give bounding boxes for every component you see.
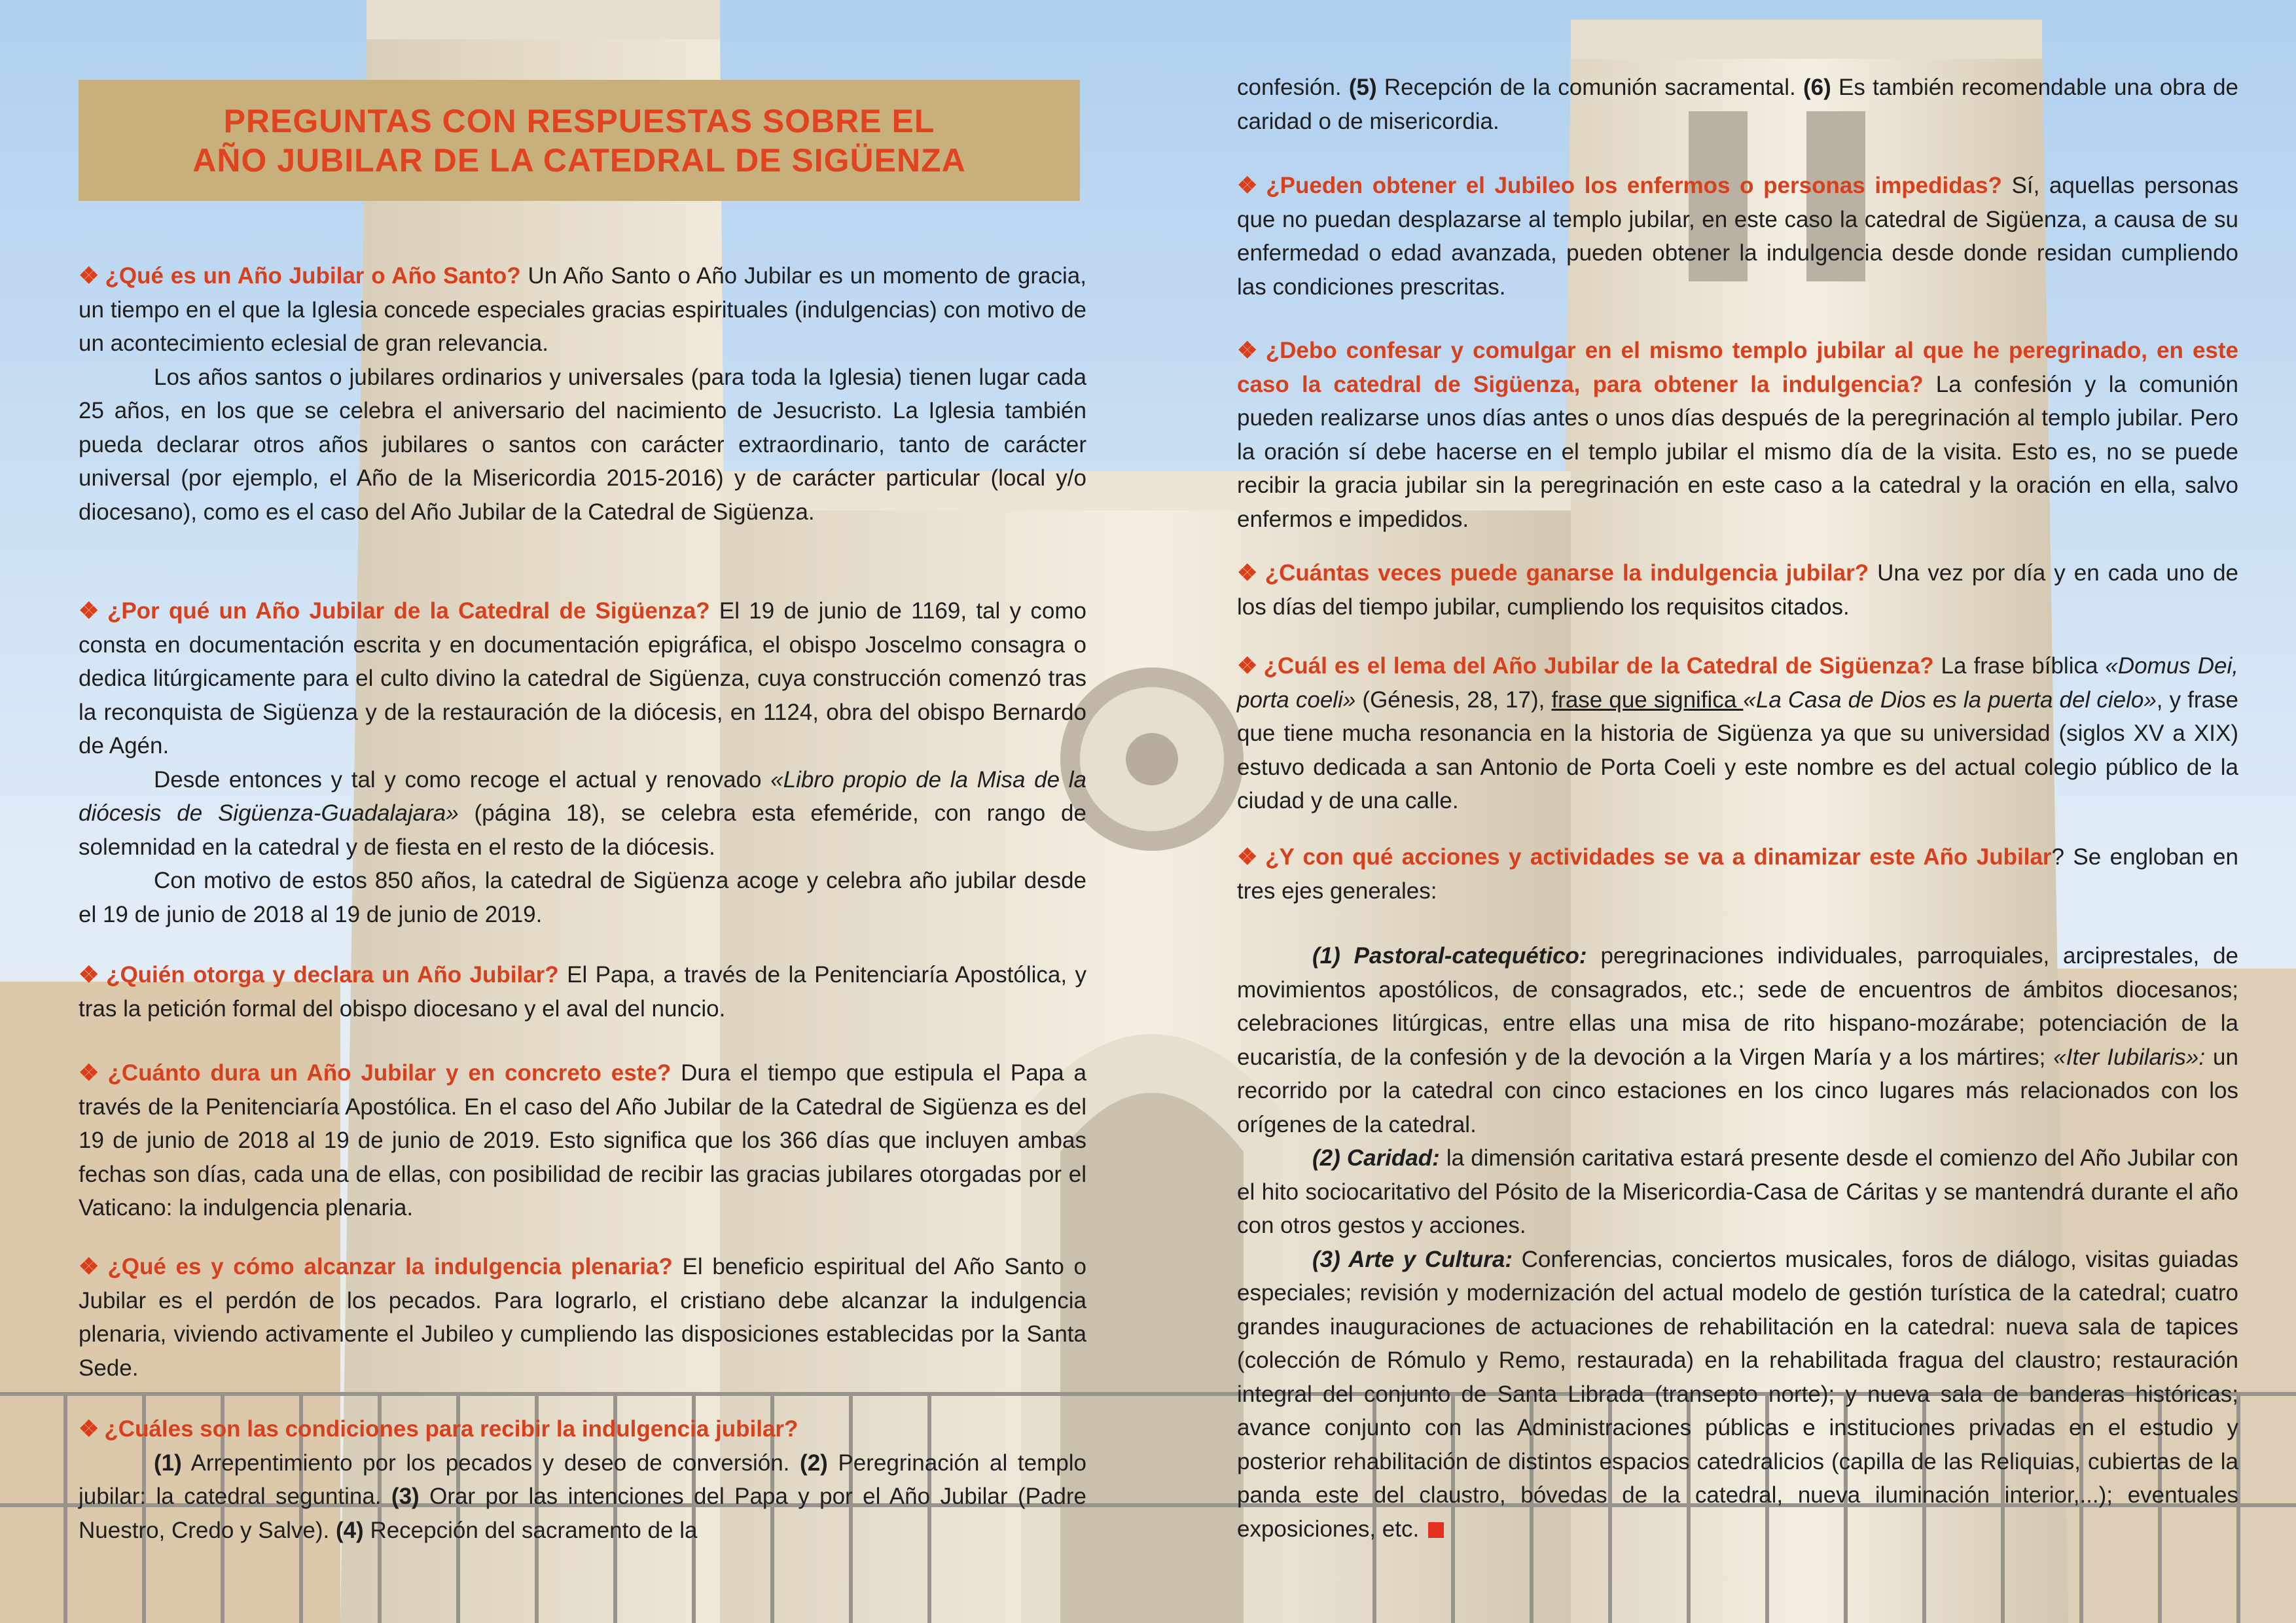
answer-text: El 19 de junio de 1169, tal y como consta en documentación escrita y en documentación epigráfica, el obispo Joscelmo consagra o dedica litúrgicamente para el culto divino la catedral de Sigüenza, cuya construcción comenzó tras la reconquista de Sigüenza y de la restauración de la diócesis, en 1124, obra del obispo Bernardo de Agén.: [79, 598, 1086, 758]
answer-text: Dura el tiempo que estipula el Papa a través de la Penitenciaría Apostólica. En el caso del Año Jubilar de la Catedral de Sigüenza es del 19 de junio de 2018 al 19 de junio de 2019. Esto significa que los 366 días que incluyen ambas fechas son días, cada una de ellas, con posibilidad de recibir las gracias jubilares otorgadas por el Vaticano: la indulgencia plenaria.: [79, 1060, 1086, 1221]
question-heading: ❖ ¿Qué es y cómo alcanzar la indulgencia plenaria?: [79, 1254, 673, 1279]
qa-sick-persons: [1237, 169, 2238, 304]
condition-text: Es también recomendable una obra de caridad o de misericordia.: [1237, 75, 2238, 134]
question-heading: ❖ ¿Cuáles son las condiciones para recibir la indulgencia jubilar?: [79, 1416, 798, 1442]
axis-text: peregrinaciones individuales, parroquiales, arciprestales, de movimientos apostólicos, de consagrados, etc.; sede de encuentros de ámbitos diocesanos; celebraciones litúrgicas, entre ellas una misa de rito hispano-mozárabe; potenciación de la eucaristía, de la confesión y de la devoción a la Virgen María y a los mártires;: [1237, 943, 2238, 1070]
axis-text: Conferencias, conciertos musicales, foros de diálogo, visitas guiadas especiales; revisión y modernización del actual modelo de gestión turística de la catedral; cuatro grandes inauguraciones de actuaciones de rehabilitación en la catedral: nueva sala de tapices (colección de Rómulo y Remo, restaurada) en la rehabilitada fragua del claustro; restauración integral del conjunto de Santa Librada (transepto norte); y nueva sala de banderas históricas; avance conjunto con las Administraciones públicas e instituciones privadas en el estudio y posterior rehabilitación de distintos espacios catedralicios (capilla de las Reliquias, cubiertas de la panda este del claustro, bóvedas de la catedral, nueva iluminación interior,...); eventuales exposiciones, etc.: [1237, 1246, 2238, 1542]
question-heading: ❖ ¿Quién otorga y declara un Año Jubilar?: [79, 962, 559, 988]
answer-text: (Génesis, 28, 17),: [1355, 687, 1552, 713]
condition-number: (3): [391, 1484, 420, 1509]
qa-confession-communion: [1237, 334, 2238, 536]
qa-activities: [1237, 840, 2238, 1546]
answer-text: Una vez por día y en cada uno de los días del tiempo jubilar, cumpliendo los requisitos citados.: [1237, 560, 2238, 620]
diamond-bullet-icon: ❖: [1237, 844, 1261, 870]
axis-text: un recorrido por la catedral con cinco estaciones en los cinco lugares más relacionados con los orígenes de la catedral.: [1237, 1044, 2238, 1137]
diamond-bullet-icon: ❖: [1237, 653, 1259, 679]
question-heading: ❖ ¿Qué es un Año Jubilar o Año Santo?: [79, 263, 521, 289]
diamond-bullet-icon: ❖: [79, 263, 100, 289]
axis-label-caridad: (2) Caridad:: [1312, 1145, 1440, 1171]
diamond-bullet-icon: ❖: [1237, 338, 1261, 363]
question-heading: ❖ ¿Cuánto dura un Año Jubilar y en concreto este?: [79, 1060, 672, 1086]
condition-text: Recepción del sacramento de la: [363, 1517, 698, 1543]
question-heading: ❖ ¿Cuántas veces puede ganarse la indulgencia jubilar?: [1237, 560, 1869, 586]
answer-text: ? Se engloban en tres ejes generales:: [1237, 844, 2238, 904]
end-square-icon: [1428, 1522, 1444, 1538]
diamond-bullet-icon: ❖: [79, 1416, 99, 1442]
qa-plenary-indulgence: [79, 1250, 1086, 1385]
answer-paragraph: Con motivo de estos 850 años, la catedral de Sigüenza acoge y celebra año jubilar desde el 19 de junio de 2018 al 19 de junio de 2019.: [79, 868, 1086, 927]
condition-text: Arrepentimiento por los pecados y deseo de conversión.: [181, 1450, 800, 1476]
conditions-continued: [1237, 71, 2238, 138]
title-line-1: PREGUNTAS CON RESPUESTAS SOBRE EL: [223, 102, 935, 139]
qa-what-is-jubilee: [79, 259, 1086, 529]
title-line-2: AÑO JUBILAR DE LA CATEDRAL DE SIGÜENZA: [192, 141, 966, 179]
axis-text: la dimensión caritativa estará presente desde el comienzo del Año Jubilar con el hito sociocaritativo del Pósito de la Misericordia-Casa de Cáritas y se mantendrá durante el año con otros gestos y acciones.: [1237, 1145, 2239, 1238]
answer-text: frase que significa: [1551, 687, 1744, 713]
question-heading: ❖ ¿Por qué un Año Jubilar de la Catedral de Sigüenza?: [79, 598, 710, 624]
qa-how-long: [79, 1056, 1086, 1225]
condition-number: (6): [1803, 75, 1831, 100]
diamond-bullet-icon: ❖: [79, 598, 102, 624]
answer-text: El beneficio espiritual del Año Santo o Jubilar es el perdón de los pecados. Para lograrlo, el cristiano debe alcanzar la indulgencia plenaria, viviendo activamente el Jubileo y cumpliendo las disposiciones establecidas por la Santa Sede.: [79, 1254, 1086, 1381]
answer-paragraph: Los años santos o jubilares ordinarios y universales (para toda la Iglesia) tienen lugar cada 25 años, en los que se celebra el aniversario del nacimiento de Jesucristo. La Iglesia también pueda declarar otros años jubilares o santos con carácter extraordinario, tanto de carácter universal (por ejemplo, el Año de la Misericordia 2015-2016) y de carácter particular (local y/o diocesano), como es el caso del Año Jubilar de la Catedral de Sigüenza.: [79, 364, 1086, 525]
qa-who-grants: [79, 958, 1086, 1026]
answer-text: El Papa, a través de la Penitenciaría Apostólica, y tras la petición formal del obispo diocesano y el aval del nuncio.: [79, 962, 1086, 1022]
condition-text: Orar por las intenciones del Papa y por el Año Jubilar (Padre Nuestro, Credo y Salve).: [79, 1484, 1086, 1543]
question-heading: ❖ ¿Y con qué acciones y actividades se va a dinamizar este Año Jubilar: [1237, 844, 2052, 870]
condition-number: (1): [154, 1450, 182, 1476]
question-heading: ❖ ¿Pueden obtener el Jubileo los enfermos o personas impedidas?: [1237, 173, 2002, 198]
condition-text: Recepción de la comunión sacramental.: [1376, 75, 1803, 100]
diamond-bullet-icon: ❖: [1237, 560, 1260, 586]
answer-text: La frase bíblica: [1933, 653, 2106, 679]
condition-number: (4): [335, 1517, 364, 1543]
qa-why-cathedral-jubilee: [79, 594, 1086, 931]
qa-how-many-times: [1237, 556, 2238, 624]
condition-text: confesión.: [1237, 75, 1349, 100]
motto-latin: «Domus Dei, porta coeli»: [1237, 653, 2238, 713]
diamond-bullet-icon: ❖: [79, 962, 101, 988]
answer-text: La confesión y la comunión pueden realizarse unos días antes o unos días después de la peregrinación al templo jubilar. Pero la oración sí debe hacerse en el templo jubilar el mismo día de la visita. Esto es, no se puede recibir la gracia jubilar sin la peregrinación en este caso a la catedral y la oración en ella, salvo enfermos e impedidos.: [1237, 371, 2238, 532]
motto-translation: «La Casa de Dios es la puerta del cielo»: [1743, 687, 2157, 713]
axis-label-arte-cultura: (3) Arte y Cultura:: [1312, 1246, 1513, 1272]
answer-text: Un Año Santo o Año Jubilar es un momento de gracia, un tiempo en el que la Iglesia concede especiales gracias espirituales (indulgencias) con motivo de un acontecimiento eclesial de gran relevancia.: [79, 263, 1086, 356]
diamond-bullet-icon: ❖: [79, 1060, 103, 1086]
qa-motto: [1237, 649, 2238, 818]
diamond-bullet-icon: ❖: [79, 1254, 103, 1279]
answer-text: (página 18), se celebra esta efeméride, con rango de solemnidad en la catedral y de fiesta en el resto de la diócesis.: [79, 800, 1086, 860]
iter-iubilaris: «Iter Iubilaris»:: [2053, 1044, 2206, 1070]
title-banner: [79, 80, 1080, 201]
answer-text: Sí, aquellas personas que no puedan desplazarse al templo jubilar, en este caso la catedral de Sigüenza, a causa de su enfermedad o edad avanzada, pueden obtener la indulgencia desde donde residan cumpliendo las condiciones prescritas.: [1237, 173, 2238, 300]
question-heading: ❖ ¿Debo confesar y comulgar en el mismo templo jubilar al que he peregrinado, en este caso la catedral de Sigüenza, para obtener la indulgencia?: [1237, 338, 2238, 397]
qa-conditions: [79, 1412, 1086, 1547]
axis-label-pastoral: (1) Pastoral-catequético:: [1312, 943, 1587, 969]
question-heading: ❖ ¿Cuál es el lema del Año Jubilar de la Catedral de Sigüenza?: [1237, 653, 1934, 679]
condition-text: Peregrinación al templo jubilar: la catedral seguntina.: [79, 1450, 1086, 1509]
book-title: «Libro propio de la Misa de la diócesis de Sigüenza-Guadalajara»: [79, 766, 1086, 826]
condition-number: (5): [1348, 75, 1377, 100]
answer-text: Desde entonces y tal y como recoge el actual y renovado: [154, 766, 771, 793]
answer-text: , y frase que tiene mucha resonancia en la historia de Sigüenza ya que su universidad (siglos XV a XIX) estuvo dedicada a san Antonio de Porta Coeli y este nombre es del actual colegio público de la ciudad y de una calle.: [1237, 687, 2239, 813]
condition-number: (2): [800, 1450, 828, 1476]
diamond-bullet-icon: ❖: [1237, 173, 1261, 198]
